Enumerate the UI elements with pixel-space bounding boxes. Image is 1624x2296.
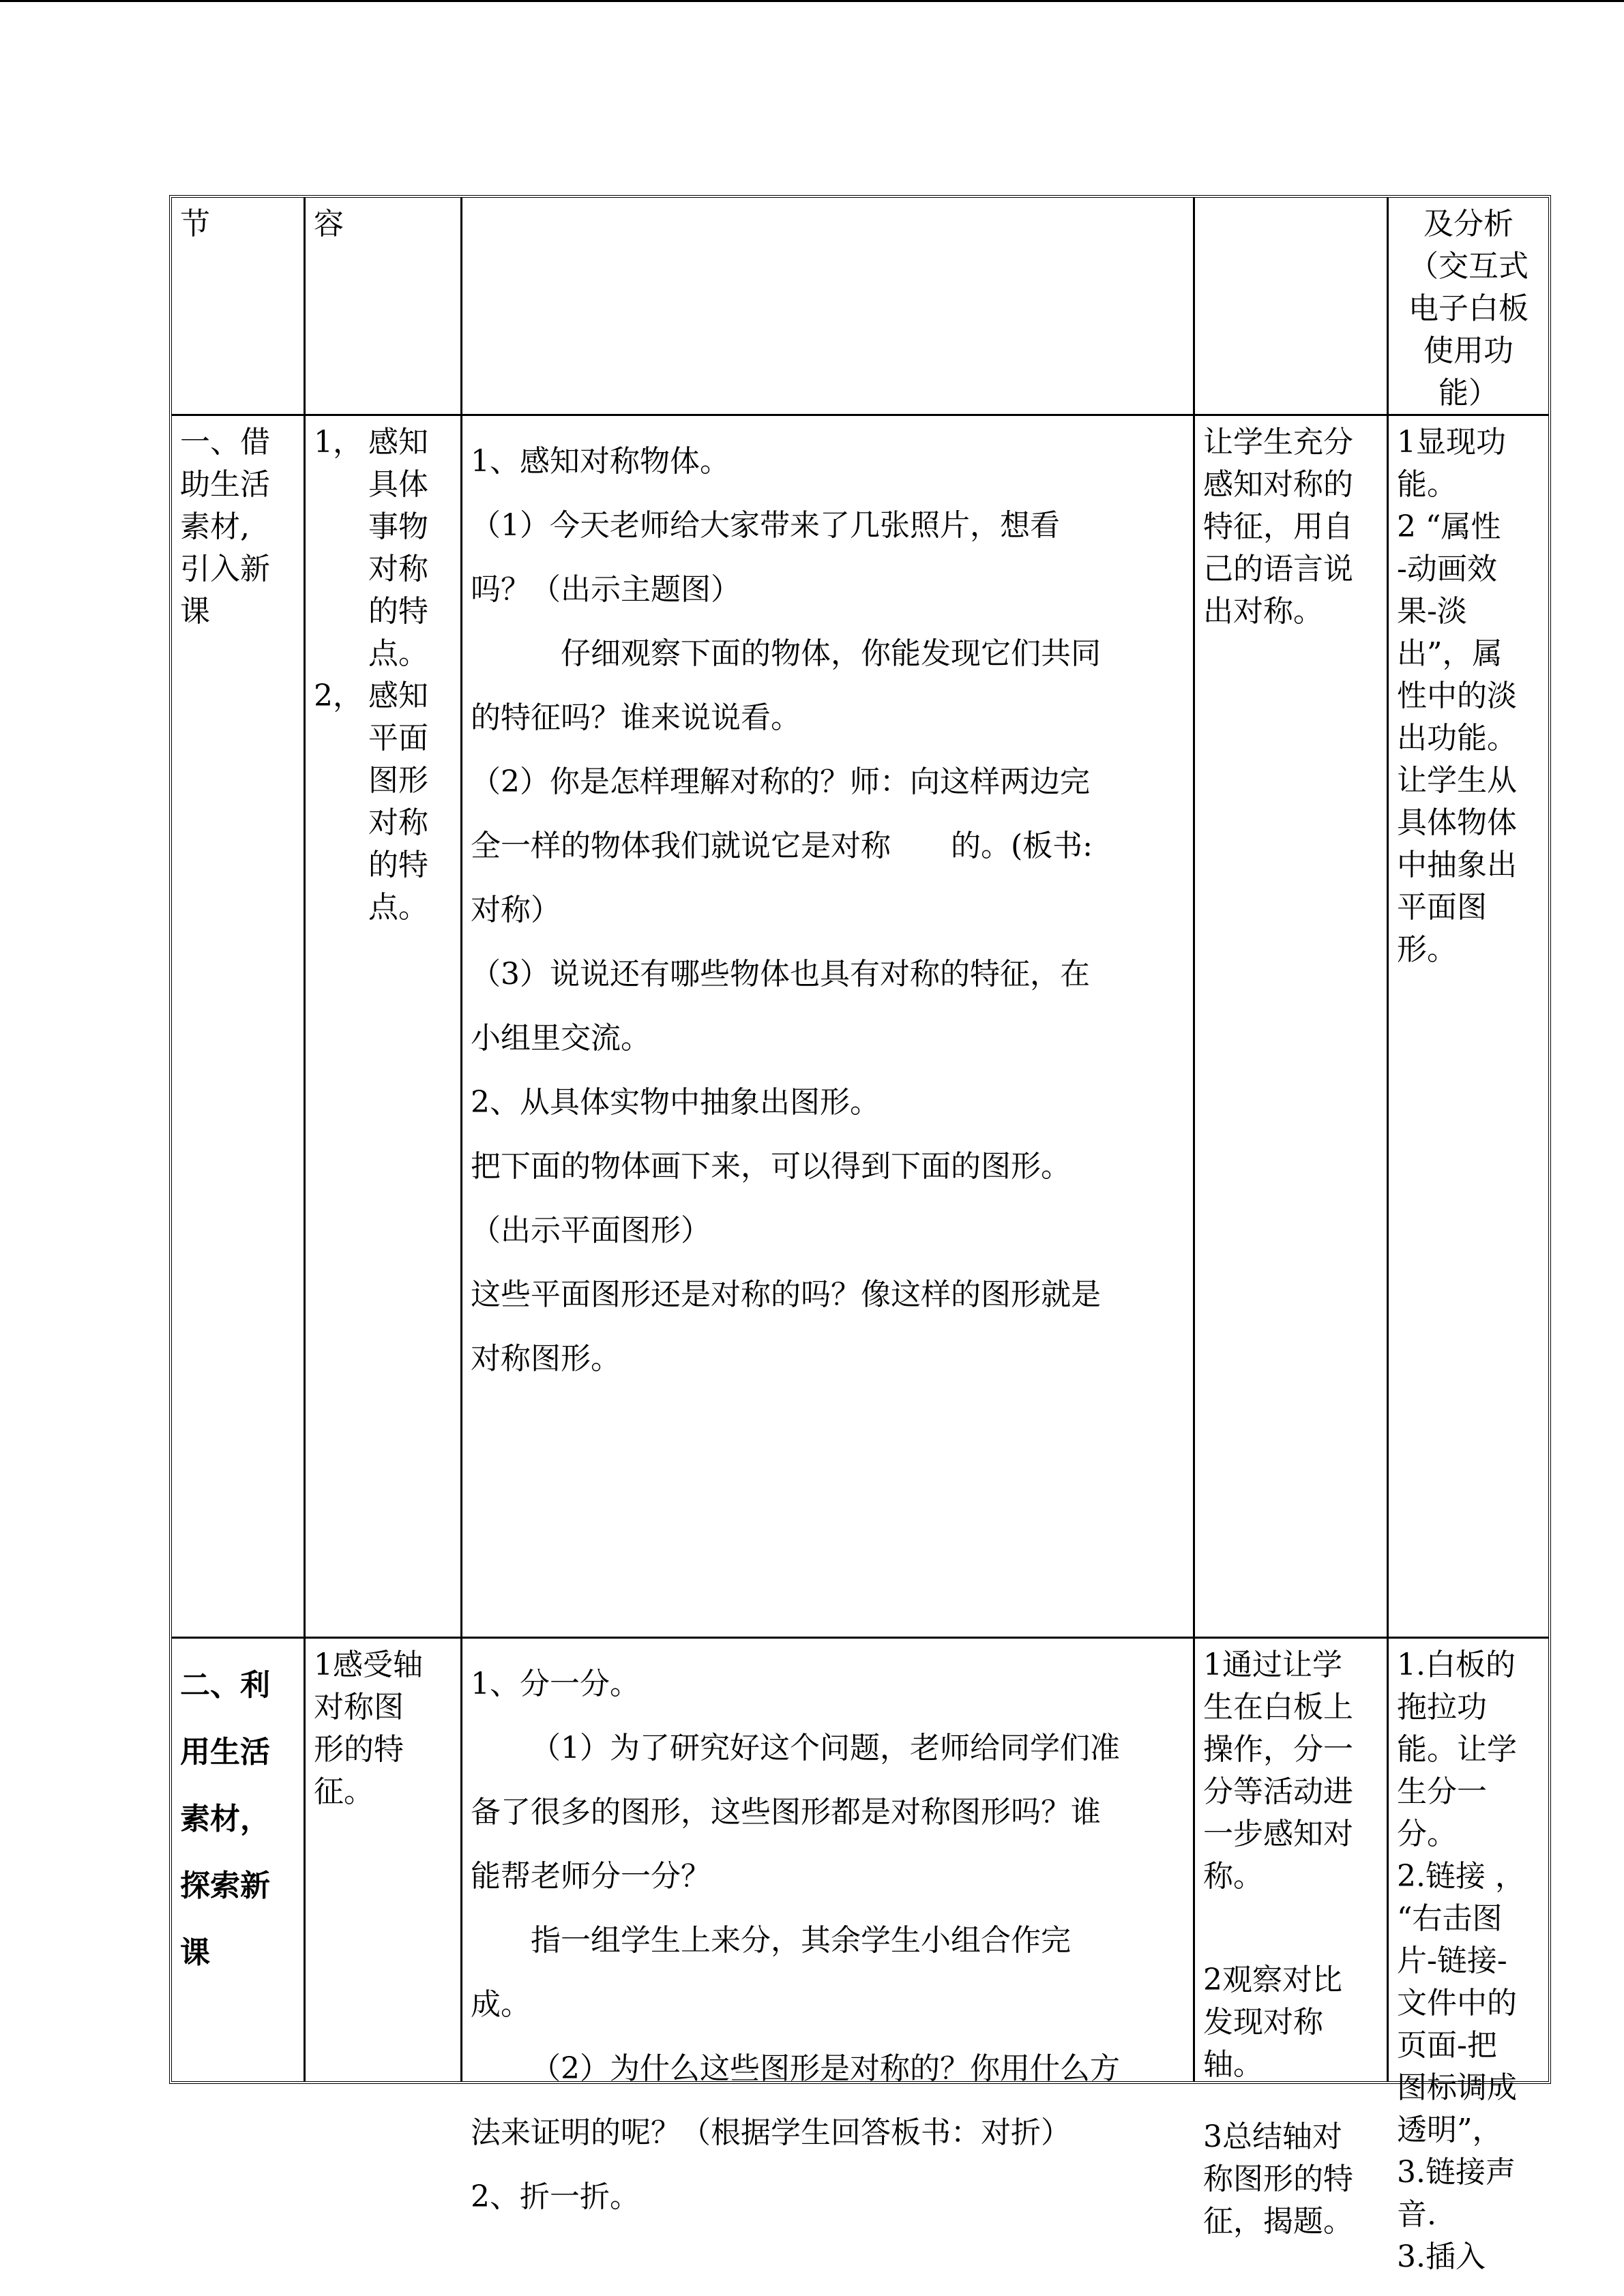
process-line: （2）为什么这些图形是对称的？你用什么方 [531, 2051, 1120, 2086]
process-line: 的特征吗？谁来说说看。 [471, 700, 801, 735]
whiteboard-line: 2 “属性 [1397, 509, 1501, 544]
whiteboard-line: 能。让学 [1397, 1732, 1517, 1767]
row1-goal-2 [314, 675, 452, 929]
process-line: 把下面的物体画下来，可以得到下面的图形。 [471, 1149, 1071, 1184]
lesson-plan-table [169, 195, 1551, 2274]
row2-process-cell [462, 1639, 1195, 2214]
whiteboard-line: 能。 [1397, 467, 1457, 502]
intent-line: 称。 [1203, 1859, 1263, 1894]
row1-goal-cell [306, 416, 462, 1639]
whiteboard-line: 3.链接声 [1397, 2155, 1516, 2190]
whiteboard-line: 中抽象出 [1397, 848, 1517, 882]
whiteboard-line: 图标调成 [1397, 2070, 1517, 2105]
row1-process-cell [462, 416, 1195, 1639]
header-cell-intent [1195, 198, 1389, 416]
header-label-section: 节 [180, 207, 210, 241]
whiteboard-line: 1显现功 [1397, 425, 1506, 460]
process-line: 能帮老师分一分？ [471, 1859, 711, 1894]
goal-number: 1， [314, 425, 363, 460]
header-cell-content [306, 198, 462, 416]
row2-section-line: 素材， [180, 1802, 270, 1836]
process-line: 2、从具体实物中抽象出图形。 [471, 1085, 880, 1120]
process-line: （出示平面图形） [471, 1213, 711, 1248]
whiteboard-line: 分。 [1397, 1817, 1457, 1851]
intent-line: 生在白板上 [1203, 1690, 1353, 1725]
row2-section-line: 二、利 [180, 1668, 270, 1703]
row2-section-line: 探索新 [180, 1868, 270, 1903]
process-line: 1、感知对称物体。 [471, 444, 730, 479]
whiteboard-line: 文件中的 [1397, 1986, 1517, 2021]
intent-block-2 [1203, 1959, 1378, 2086]
goal-line: 的特 [368, 594, 428, 629]
intent-line: 1通过让学 [1203, 1648, 1342, 1682]
goal-line: 对称图 [314, 1690, 404, 1725]
process-line: 全一样的物体我们就说它是对称 的。(板书: [471, 829, 1093, 863]
goal-line: 对称 [368, 552, 428, 586]
row1-intent-cell [1195, 416, 1389, 1639]
goal-line: 点。 [368, 890, 428, 925]
goal-line: 的特 [368, 848, 428, 882]
process-line: 对称） [471, 893, 561, 927]
whiteboard-line: 页面-把 [1397, 2028, 1497, 2063]
process-line: 指一组学生上来分，其余学生小组合作完 [531, 1923, 1071, 1958]
intent-line: 特征，用自 [1203, 509, 1353, 544]
whiteboard-line: 让学生从 [1397, 763, 1517, 798]
whiteboard-line: 透明”， [1397, 2113, 1503, 2147]
intent-line: 操作，分一 [1203, 1732, 1353, 1767]
process-line: 仔细观察下面的物体，你能发现它们共同 [561, 636, 1101, 671]
header-analysis-line: 能） [1438, 376, 1498, 411]
intent-block-3 [1203, 2116, 1378, 2243]
whiteboard-line: 2.链接 ， [1397, 1859, 1525, 1894]
intent-line: 感知对称的 [1203, 467, 1353, 502]
whiteboard-line: “右击图 [1397, 1901, 1503, 1936]
process-line: 小组里交流。 [471, 1021, 651, 1056]
whiteboard-line: 音. [1397, 2197, 1436, 2232]
row1-section-line: 一、借 [180, 425, 270, 460]
header-label-content: 容 [314, 207, 344, 241]
process-line: 1、分一分。 [471, 1667, 640, 1701]
whiteboard-line: 1.白板的 [1397, 1648, 1516, 1682]
row1-section-line: 素材, [180, 509, 250, 544]
whiteboard-line: 生分一 [1397, 1774, 1487, 1809]
intent-block-1 [1203, 1644, 1378, 1898]
intent-line: 一步感知对 [1203, 1817, 1353, 1851]
process-line: 法来证明的呢？（根据学生回答板书：对折） [471, 2115, 1071, 2150]
row2-section-line: 课 [180, 1935, 210, 1970]
whiteboard-line: 拖拉功 [1397, 1690, 1487, 1725]
process-line: （1）为了研究好这个问题，老师给同学们准 [531, 1731, 1120, 1765]
whiteboard-line: 片-链接- [1397, 1943, 1507, 1978]
intent-line: 发现对称 [1203, 2005, 1323, 2040]
row1-section-line: 引入新 [180, 552, 270, 586]
goal-line: 感知 [368, 679, 428, 713]
header-analysis-line: 电子白板 [1408, 291, 1529, 326]
whiteboard-line: 性中的淡 [1397, 679, 1517, 713]
whiteboard-line: 果-淡 [1397, 594, 1467, 629]
intent-line: 3总结轴对 [1203, 2119, 1342, 2154]
goal-line: 图形 [368, 763, 428, 798]
goal-line: 1感受轴 [314, 1648, 423, 1682]
row2-section-cell [172, 1639, 306, 2081]
row1-section-cell [172, 416, 306, 1639]
page-top-border [0, 0, 1624, 2]
row1-section-line: 课 [180, 594, 210, 629]
header-analysis-line: 及分析 [1423, 207, 1514, 241]
whiteboard-line: 形。 [1397, 932, 1457, 967]
row2-section-line: 用生活 [180, 1735, 270, 1770]
process-line: 吗？（出示主题图） [471, 572, 741, 607]
whiteboard-line: -动画效 [1397, 552, 1497, 586]
process-line: （1）今天老师给大家带来了几张照片，想看 [471, 508, 1060, 543]
row1-goal-1 [314, 421, 452, 675]
whiteboard-line: 平面图 [1397, 890, 1487, 925]
header-cell-section [172, 198, 306, 416]
goal-line: 点。 [368, 636, 428, 671]
intent-line: 2观察对比 [1203, 1963, 1342, 1997]
process-line: 备了很多的图形，这些图形都是对称图形吗？谁 [471, 1795, 1101, 1830]
whiteboard-line: 3.插入 [1397, 2239, 1486, 2274]
intent-line: 称图形的特 [1203, 2162, 1353, 2196]
row2-intent-cell [1195, 1639, 1389, 2239]
header-analysis-line: 使用功 [1423, 333, 1514, 368]
whiteboard-line: 出功能。 [1397, 721, 1517, 756]
intent-line: 让学生充分 [1203, 425, 1353, 460]
process-line: （2）你是怎样理解对称的？师：向这样两边完 [471, 764, 1090, 799]
process-line: （3）说说还有哪些物体也具有对称的特征，在 [471, 957, 1090, 992]
intent-line: 出对称。 [1203, 594, 1323, 629]
goal-line: 平面 [368, 721, 428, 756]
process-line: 这些平面图形还是对称的吗？像这样的图形就是 [471, 1277, 1101, 1312]
goal-line: 征。 [314, 1774, 374, 1809]
goal-line: 感知 [368, 425, 428, 460]
intent-line: 征，揭题。 [1203, 2204, 1353, 2239]
process-line: 对称图形。 [471, 1341, 621, 1376]
header-cell-analysis [1389, 198, 1548, 416]
goal-number: 2， [314, 679, 363, 713]
row1-whiteboard-cell [1389, 416, 1548, 1639]
header-analysis-line: （交互式 [1408, 249, 1529, 284]
header-cell-process [462, 198, 1195, 416]
row1-section-line: 助生活 [180, 467, 270, 502]
goal-line: 对称 [368, 805, 428, 840]
goal-line: 事物 [368, 509, 428, 544]
whiteboard-line: 具体物体 [1397, 805, 1517, 840]
intent-line: 己的语言说 [1203, 552, 1353, 586]
goal-line: 具体 [368, 467, 428, 502]
whiteboard-line: 出”，属 [1397, 636, 1503, 671]
intent-line: 分等活动进 [1203, 1774, 1353, 1809]
intent-line: 轴。 [1203, 2047, 1263, 2082]
goal-line: 形的特 [314, 1732, 404, 1767]
row2-goal-cell [306, 1639, 462, 2081]
row2-whiteboard-cell [1389, 1639, 1548, 2274]
process-line: 2、折一折。 [471, 2179, 640, 2214]
process-line: 成。 [471, 1987, 531, 2022]
